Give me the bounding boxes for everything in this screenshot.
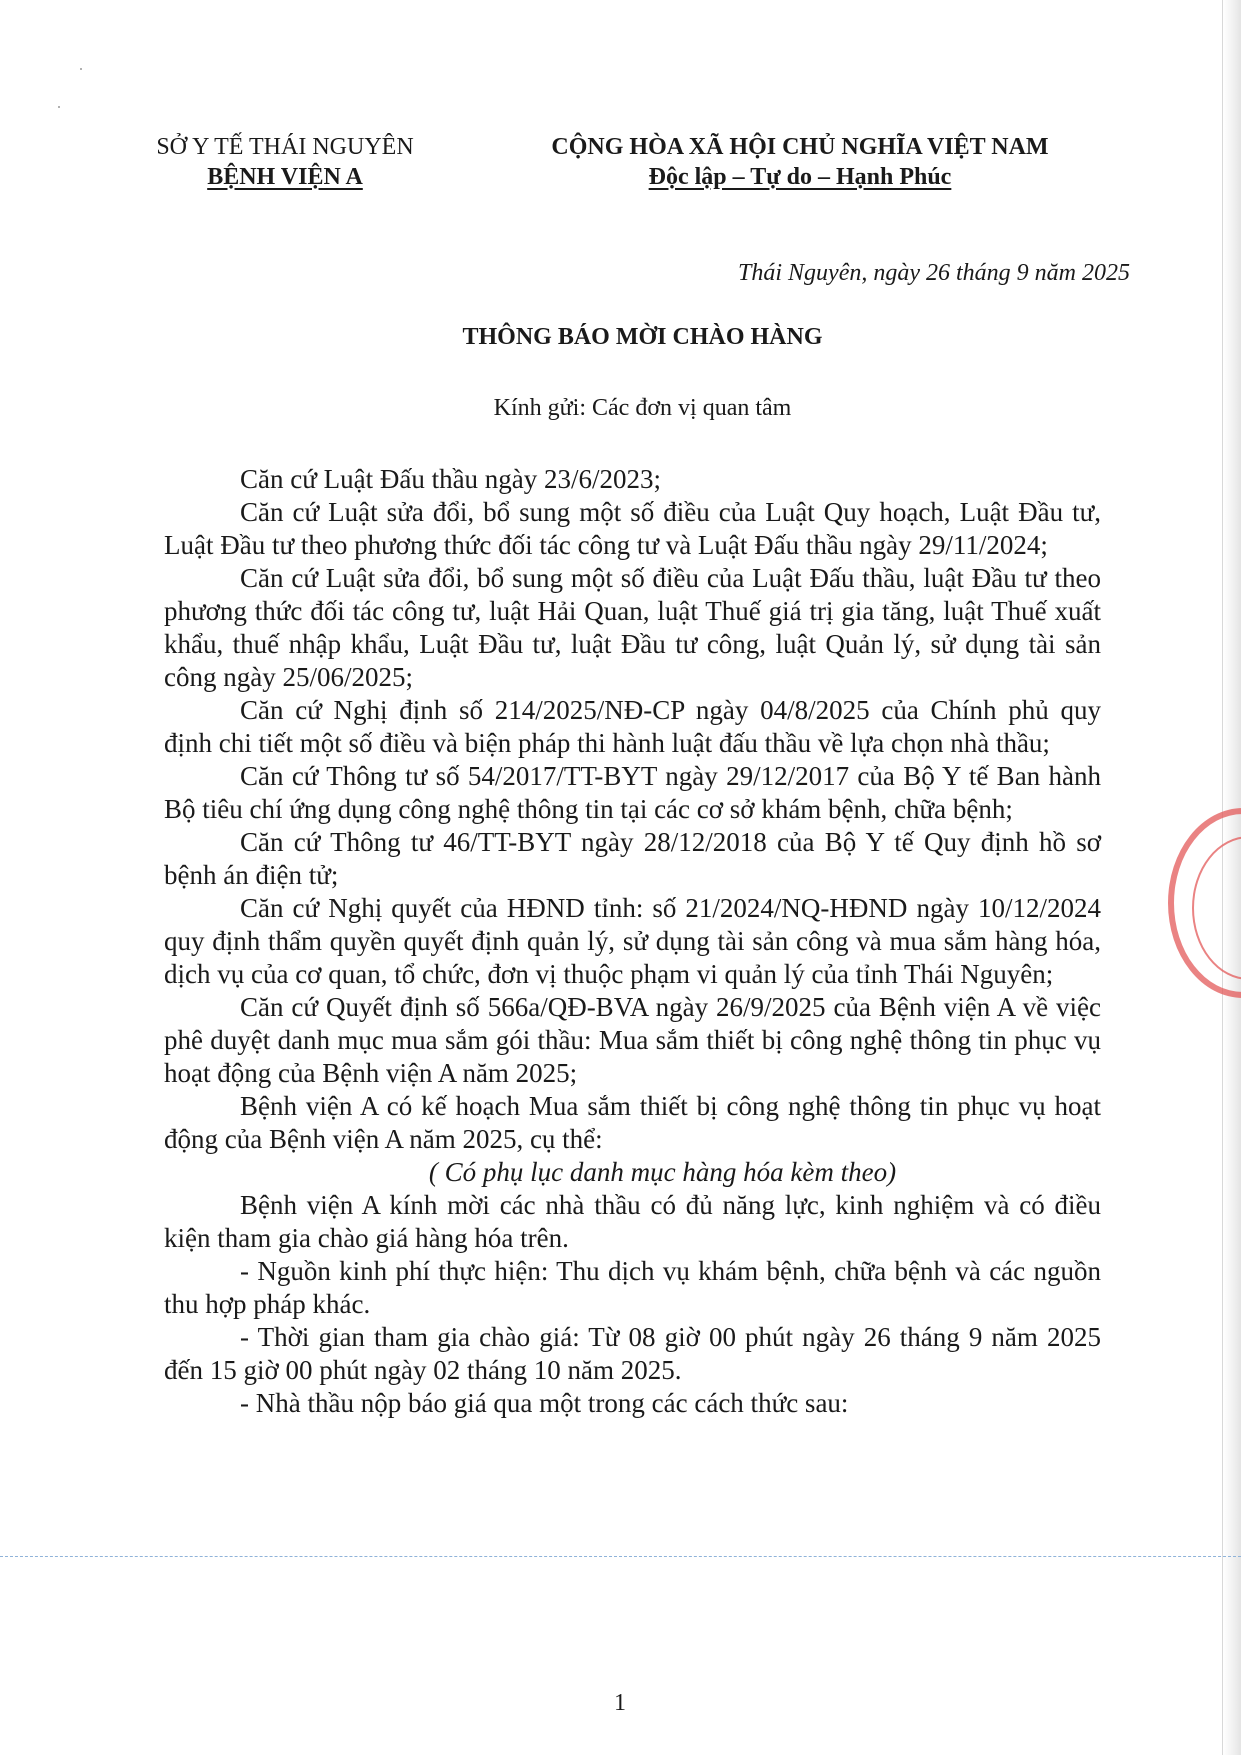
page-number: 1 (614, 1690, 626, 1716)
red-seal-stamp (1168, 808, 1241, 998)
body-paragraph: - Nhà thầu nộp báo giá qua một trong các cách thức sau: (240, 1388, 849, 1418)
agency-name: BỆNH VIỆN A (207, 164, 363, 190)
body-paragraph: - Thời gian tham gia chào giá: Từ 08 giờ 00 phút ngày 26 tháng 9 năm 2025 đến 15 giờ 00 phút ngày 02 tháng 10 năm 2025. (164, 1322, 1101, 1385)
national-header (520, 132, 1080, 192)
document-title: THÔNG BÁO MỜI CHÀO HÀNG (462, 324, 823, 350)
body-paragraph: Căn cứ Thông tư 46/TT-BYT ngày 28/12/2018 của Bộ Y tế Quy định hồ sơ bệnh án điện tử; (164, 827, 1101, 890)
agency-parent: SỞ Y TẾ THÁI NGUYÊN (156, 134, 414, 160)
body-paragraph: Bệnh viện A có kế hoạch Mua sắm thiết bị công nghệ thông tin phục vụ hoạt động của Bệnh viện A năm 2025, cụ thể: (164, 1091, 1101, 1154)
body-paragraph: Căn cứ Luật sửa đổi, bổ sung một số điều của Luật Đấu thầu, luật Đầu tư theo phương thức đối tác công tư, luật Hải Quan, luật Thuế giá trị gia tăng, luật Thuế xuất khẩu, thuế nhập khẩu, Luật Đầu tư, luật Đầu tư công, luật Quản lý, sử dụng tài sản công ngày 25/06/2025; (164, 563, 1101, 692)
scan-fold-line (0, 1556, 1241, 1557)
body-paragraph: Bệnh viện A kính mời các nhà thầu có đủ năng lực, kinh nghiệm và có điều kiện tham gia chào giá hàng hóa trên. (164, 1190, 1101, 1253)
body-paragraph: - Nguồn kinh phí thực hiện: Thu dịch vụ khám bệnh, chữa bệnh và các nguồn thu hợp pháp khác. (164, 1256, 1101, 1319)
body-paragraph: Căn cứ Nghị quyết của HĐND tỉnh: số 21/2024/NQ-HĐND ngày 10/12/2024 quy định thẩm quyền quyết định quản lý, sử dụng tài sản công và mua sắm hàng hóa, dịch vụ của cơ quan, tổ chức, đơn vị thuộc phạm vi quản lý của tỉnh Thái Nguyên; (164, 893, 1101, 989)
scan-speck (58, 106, 60, 108)
red-seal-inner-ring (1192, 836, 1241, 980)
body-paragraph: Căn cứ Nghị định số 214/2025/NĐ-CP ngày 04/8/2025 của Chính phủ quy định chi tiết một số điều và biện pháp thi hành luật đấu thầu về lựa chọn nhà thầu; (164, 695, 1101, 758)
date-line: Thái Nguyên, ngày 26 tháng 9 năm 2025 (738, 260, 1130, 286)
body-paragraph: Căn cứ Quyết định số 566a/QĐ-BVA ngày 26/9/2025 của Bệnh viện A về việc phê duyệt danh mục mua sắm gói thầu: Mua sắm thiết bị công nghệ thông tin phục vụ hoạt động của Bệnh viện A năm 2025; (164, 992, 1101, 1088)
greeting: Kính gửi: Các đơn vị quan tâm (493, 395, 792, 421)
body-paragraph: Căn cứ Luật sửa đổi, bổ sung một số điều của Luật Quy hoạch, Luật Đầu tư, Luật Đầu tư theo phương thức đối tác công tư và Luật Đấu thầu ngày 29/11/2024; (164, 497, 1101, 560)
body-paragraph: Căn cứ Thông tư số 54/2017/TT-BYT ngày 29/12/2017 của Bộ Y tế Ban hành Bộ tiêu chí ứng dụng công nghệ thông tin tại các cơ sở khám bệnh, chữa bệnh; (164, 761, 1101, 824)
scan-speck (80, 68, 82, 70)
national-motto: Độc lập – Tự do – Hạnh Phúc (648, 164, 952, 190)
document-body (164, 463, 1101, 1420)
country-name: CỘNG HÒA XÃ HỘI CHỦ NGHĨA VIỆT NAM (551, 134, 1049, 160)
appendix-note: ( Có phụ lục danh mục hàng hóa kèm theo) (428, 1157, 897, 1187)
body-paragraph: Căn cứ Luật Đấu thầu ngày 23/6/2023; (240, 464, 662, 494)
agency-header (150, 132, 420, 192)
